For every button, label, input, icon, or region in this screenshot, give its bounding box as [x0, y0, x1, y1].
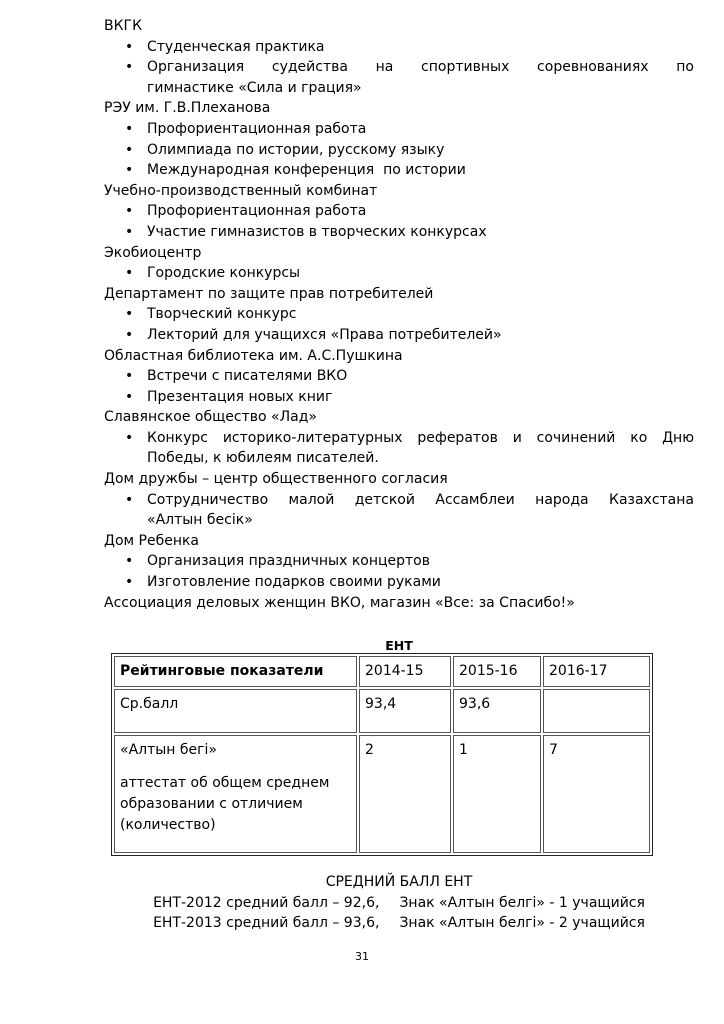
org-name: Дом Ребенка — [104, 532, 200, 549]
list-item: • Творческий конкурс — [104, 304, 694, 325]
summary-line — [104, 913, 694, 934]
list-item: • Конкурс историко-литературных рефератов и сочинений ко Дню — [104, 428, 694, 449]
org-name: Дом дружбы – центр общественного согласия — [104, 471, 448, 488]
org-name: РЭУ им. Г.В.Плеханова — [104, 100, 271, 117]
list-item: • Профориентационная работа — [104, 119, 694, 140]
list-item-continuation: гимнастике «Сила и грация» — [147, 79, 362, 96]
summary-badge: Знак «Алтын белгі» - 2 учащийся — [399, 915, 645, 932]
table-cell: 7 — [543, 735, 650, 853]
table-header-cell: 2014-15 — [359, 656, 451, 687]
summary-score: ЕНТ-2012 средний балл – 92,6, — [153, 894, 380, 911]
table-cell: 1 — [453, 735, 541, 853]
cell-spacer — [120, 761, 351, 773]
org-name: ВКГК — [104, 18, 143, 34]
org-name: Учебно-производственный комбинат — [104, 182, 378, 199]
page-number: 31 — [355, 950, 369, 963]
list-item: • Городские конкурсы — [104, 263, 694, 284]
summary-line — [104, 893, 694, 914]
table-cell — [114, 735, 357, 853]
cell-line: (количество) — [120, 817, 216, 833]
org-name: Областная библиотека им. А.С.Пушкина — [104, 347, 403, 364]
summary-badge: Знак «Алтын белгі» - 1 учащийся — [399, 894, 645, 911]
org-name: Ассоциация деловых женщин ВКО, магазин «Все: за Спасибо!» — [104, 594, 575, 611]
table-header-cell: 2016-17 — [543, 656, 650, 687]
table-row — [114, 689, 650, 733]
list-item-continuation: «Алтын бесік» — [147, 512, 253, 529]
list-item: • Встречи с писателями ВКО — [104, 366, 694, 387]
partners-list — [104, 16, 694, 613]
summary-title: СРЕДНИЙ БАЛЛ ЕНТ — [325, 874, 473, 890]
table-cell: 2 — [359, 735, 451, 853]
table-cell: 93,6 — [453, 689, 541, 733]
org-name: Славянское общество «Лад» — [104, 409, 317, 426]
cell-line: образовании с отличием — [120, 796, 303, 812]
ent-table — [111, 653, 653, 856]
summary-score: ЕНТ-2013 средний балл – 93,6, — [153, 915, 380, 932]
list-item: • Изготовление подарков своими руками — [104, 572, 694, 593]
list-item: • Профориентационная работа — [104, 201, 694, 222]
list-item: • Лекторий для учащихся «Права потребителей» — [104, 325, 694, 346]
list-item: • Организация праздничных концертов — [104, 551, 694, 572]
list-item: • Организация судейства на спортивных соревнованиях по — [104, 57, 694, 78]
list-item: • Участие гимназистов в творческих конкурсах — [104, 222, 694, 243]
list-item-continuation: Победы, к юбилеям писателей. — [147, 450, 379, 467]
list-item: • Сотрудничество малой детской Ассамблеи народа Казахстана — [104, 490, 694, 511]
cell-line: «Алтын бегі» — [120, 742, 217, 758]
table-header-cell: 2015-16 — [453, 656, 541, 687]
list-item: • Презентация новых книг — [104, 387, 694, 408]
table-cell: Ср.балл — [114, 689, 357, 733]
org-name: Департамент по защите прав потребителей — [104, 285, 434, 302]
ent-summary — [104, 872, 694, 934]
table-cell — [543, 689, 650, 733]
table-header-row — [114, 656, 650, 687]
cell-line: аттестат об общем среднем — [120, 775, 330, 791]
table-cell: 93,4 — [359, 689, 451, 733]
table-row — [114, 735, 650, 853]
table-header-cell: Рейтинговые показатели — [114, 656, 357, 687]
table-title: ЕНТ — [385, 638, 413, 653]
list-item: • Международная конференция по истории — [104, 160, 694, 181]
list-item: • Студенческая практика — [104, 37, 694, 58]
org-name: Экобиоцентр — [104, 244, 202, 261]
list-item: • Олимпиада по истории, русскому языку — [104, 140, 694, 161]
